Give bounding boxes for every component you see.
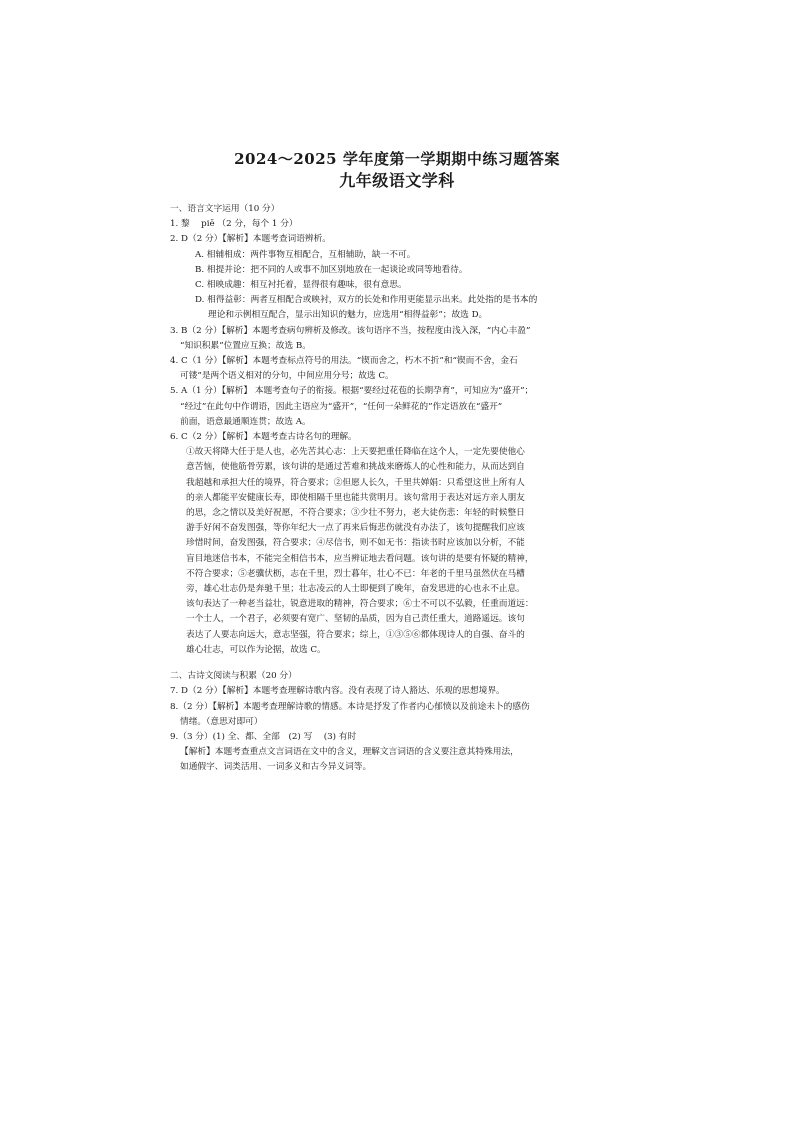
answer-item-cont: “知识积累”位置应互换；故选 B。 [180, 340, 311, 351]
answer-item: 1. 黎 piē （2 分，每个 1 分） [170, 219, 298, 230]
explanation-line: 意苦恼，使他筋骨劳累，该句讲的是通过苦难和挑战来磨炼人的心性和能力，从而达到自 [186, 462, 525, 473]
option-line: B. 相提并论：把不同的人或事不加区别地放在一起谈论或同等地看待。 [195, 264, 468, 275]
explanation-line: 不符合要求；⑤老骥伏枥，志在千里，烈士暮年，壮心不已：年老的千里马虽然伏在马槽 [186, 568, 525, 579]
explanation-line: 表达了人要志向远大，意志坚强，符合要求；综上，①③⑤⑥都体现诗人的自强、奋斗的 [186, 629, 525, 640]
explanation-line: 珍惜时间，奋发图强，符合要求；④尽信书，则不如无书：指读书时应该加以分析，不能 [186, 538, 525, 549]
option-line: 理论和示例相互配合，显示出知识的魅力，应选用“相得益彰”；故选 D。 [208, 310, 488, 321]
section-heading: 一、语言文字运用（10 分） [170, 204, 280, 214]
answer-item-cont: 可镂”是两个语义相对的分句，中间应用分号；故选 C。 [180, 371, 394, 382]
document-title: 2024～2025 学年度第一学期期中练习题答案 [234, 150, 560, 168]
explanation-line: 如通假字、词类活用、一词多义和古今异义词等。 [180, 762, 372, 773]
answer-item: 3. B（2 分）【解析】本题考查病句辨析及修改。该句语序不当，按程度由浅入深，“内心丰盈” [170, 325, 531, 336]
explanation-line: 雄心壮志，可以作为论据，故选 C。 [186, 644, 326, 655]
answer-item-cont: 前面，语意最通顺连贯；故选 A。 [180, 416, 311, 427]
answer-item: 5. A（1 分）【解析】 本题考查句子的衔接。根据“要经过花苞的长期孕育”，可知应为“盛开”； [170, 386, 534, 397]
answer-item: 8.（2 分）【解析】本题考查理解诗歌的情感。本诗是抒发了作者内心郁愤以及前途未卜的感伤 [170, 701, 530, 712]
answer-item-cont: 情绪。（意思对即可） [180, 716, 263, 727]
explanation-line: 盲目地迷信书本，不能完全相信书本，应当辨证地去看问题。该句讲的是要有怀疑的精神， [186, 553, 534, 564]
explanation-line: 该句表达了一种老当益壮，锐意进取的精神，符合要求；⑥士不可以不弘毅，任重而道远： [186, 599, 534, 610]
explanation-line: 旁，雄心壮志仍是奔驰千里；壮志凌云的人士即便到了晚年，奋发思进的心也永不止息。 [186, 584, 525, 595]
answer-item: 7. D（2 分）【解析】本题考查理解诗歌内容。没有表现了诗人豁达、乐观的思想境界。 [170, 686, 505, 697]
explanation-line: 【解析】本题考查重点文言词语在文中的含义，理解文言词语的含义要注意其特殊用法， [180, 747, 519, 758]
explanation-line: 的亲人都能平安健康长寿，即使相隔千里也能共赏明月。该句常用于表达对远方亲人朋友 [186, 492, 525, 503]
option-line: C. 相映成趣：相互衬托着，显得很有趣味，很有意思。 [195, 280, 407, 291]
explanation-line: 的思，念之情以及美好祝愿，不符合要求；③少壮不努力，老大徒伤悲：年轻的时候整日 [186, 508, 525, 519]
explanation-line: 一个士人，一个君子，必须要有宽广、坚韧的品质，因为自己责任重大，道路遥远。该句 [186, 614, 525, 625]
option-line: D. 相得益彰：两者互相配合或映衬，双方的长处和作用更能显示出来。此处指的是书本的 [195, 295, 538, 306]
document-subtitle: 九年级语文学科 [339, 171, 455, 190]
section-heading: 二、古诗文阅读与积累（20 分） [170, 671, 297, 682]
section-gap [170, 658, 635, 669]
explanation-line: ①故天将降大任于是人也，必先苦其心志：上天要把重任降临在这个人，一定先要使他心 [186, 447, 525, 458]
answer-item: 6. C（2 分）【解析】本题考查古诗名句的理解。 [170, 432, 357, 443]
explanation-line: 我超越和承担大任的境界，符合要求；②但愿人长久，千里共婵娟：只希望这世上所有人 [186, 477, 525, 488]
explanation-line: 游手好闲不奋发图强，等你年纪大一点了再来后悔悲伤就没有办法了，该句提醒我们应该 [186, 523, 525, 534]
answer-content [170, 202, 635, 776]
answer-item: 9.（3 分）(1) 全、都、全部 (2) 写 (3) 有时 [170, 731, 357, 742]
answer-item: 4. C（1 分）【解析】本题考查标点符号的用法。“锲而舍之，朽木不折”和“锲而不舍，金石 [170, 356, 518, 367]
option-line: A. 相辅相成：两件事物互相配合，互相辅助，缺一不可。 [195, 249, 416, 260]
answer-item-cont: “经过”在此句中作谓语，因此主语应为“盛开”，“任何一朵鲜花的”作定语放在“盛开” [180, 401, 503, 412]
answer-item: 2. D（2 分）【解析】本题考查词语辨析。 [170, 234, 331, 245]
